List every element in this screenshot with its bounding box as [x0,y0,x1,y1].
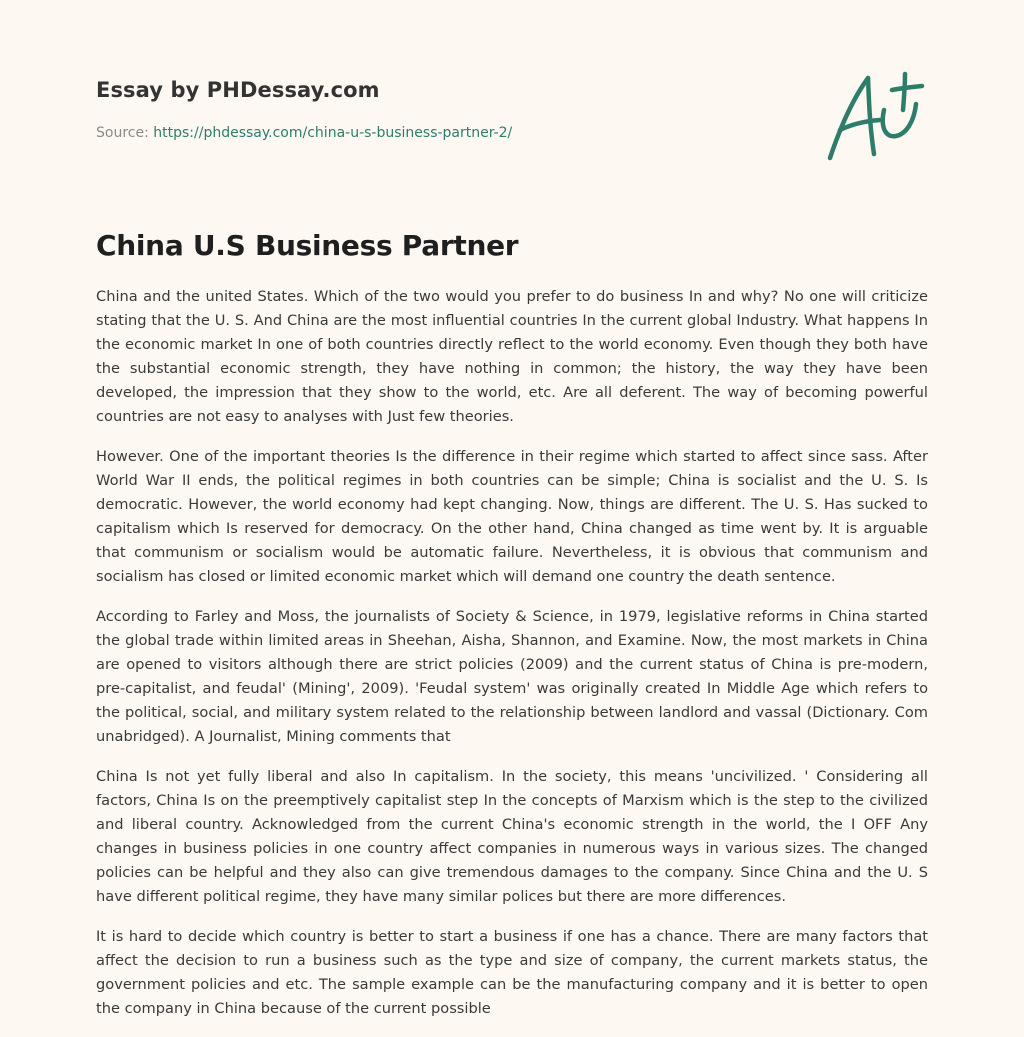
essay-body [96,285,928,1037]
paragraph: However. One of the important theories Is the difference in their regime which started to affect since sass. After World War II ends, the political regimes in both countries can be simple; China is socialist and the U. S. Is democratic. However, the world economy had kept changing. Now, things are different. The U. S. Has sucked to capitalism which Is reserved for democracy. On the other hand, China changed as time went by. It is arguable that communism or socialism would be automatic failure. Nevertheless, it is obvious that communism and socialism has closed or limited economic market which will demand one country the death sentence. [96,448,928,585]
source-link[interactable]: https://phdessay.com/china-u-s-business-partner-2/ [153,125,513,141]
source-line [96,123,512,143]
essay-title: China U.S Business Partner [96,229,519,262]
paragraph: According to Farley and Moss, the journalists of Society & Science, in 1979, legislative reforms in China started the global trade within limited areas in Sheehan, Aisha, Shannon, and Examine. Now, the most markets in China are opened to visitors although there are strict policies (2009) and the current status of China is pre-modern, pre-capitalist, and feudal' (Mining', 2009). 'Feudal system' was originally created In Middle Age which refers to the political, social, and military system related to the relationship between landlord and vassal (Dictionary. Com unabridged). A Journalist, Mining comments that [96,608,928,745]
paragraph: China Is not yet fully liberal and also In capitalism. In the society, this means 'uncivilized. ' Considering all factors, China Is on the preemptively capitalist step In the concepts of Marxism which is the step to the civilized and liberal country. Acknowledged from the current China's economic strength in the world, the I OFF Any changes in business policies in one country affect companies in numerous ways in various sizes. The changed policies can be helpful and they also can give tremendous damages to the company. Since China and the U. S have different political regime, they have many similar polices but there are more differences. [96,768,928,905]
essay-header [96,76,936,104]
brand-name: Essay by PHDessay.com [96,78,380,102]
paragraph: China and the united States. Which of the two would you prefer to do business In and why? No one will criticize stating that the U. S. And China are the most influential countries In the current global Industry. What happens In the economic market In one of both countries directly reflect to the world economy. Even though they both have the substantial economic strength, they have nothing in common; the history, the way they have been developed, the impression that they show to the world, etc. Are all deferent. The way of becoming powerful countries are not easy to analyses with Just few theories. [96,288,928,425]
paragraph: It is hard to decide which country is better to start a business if one has a chance. There are many factors that affect the decision to run a business such as the type and size of company, the current markets status, the government policies and etc. The sample example can be the manufacturing company and it is better to open the company in China because of the current possible [96,928,928,1017]
a-plus-grade-icon [822,66,932,166]
source-label: Source: [96,125,154,141]
